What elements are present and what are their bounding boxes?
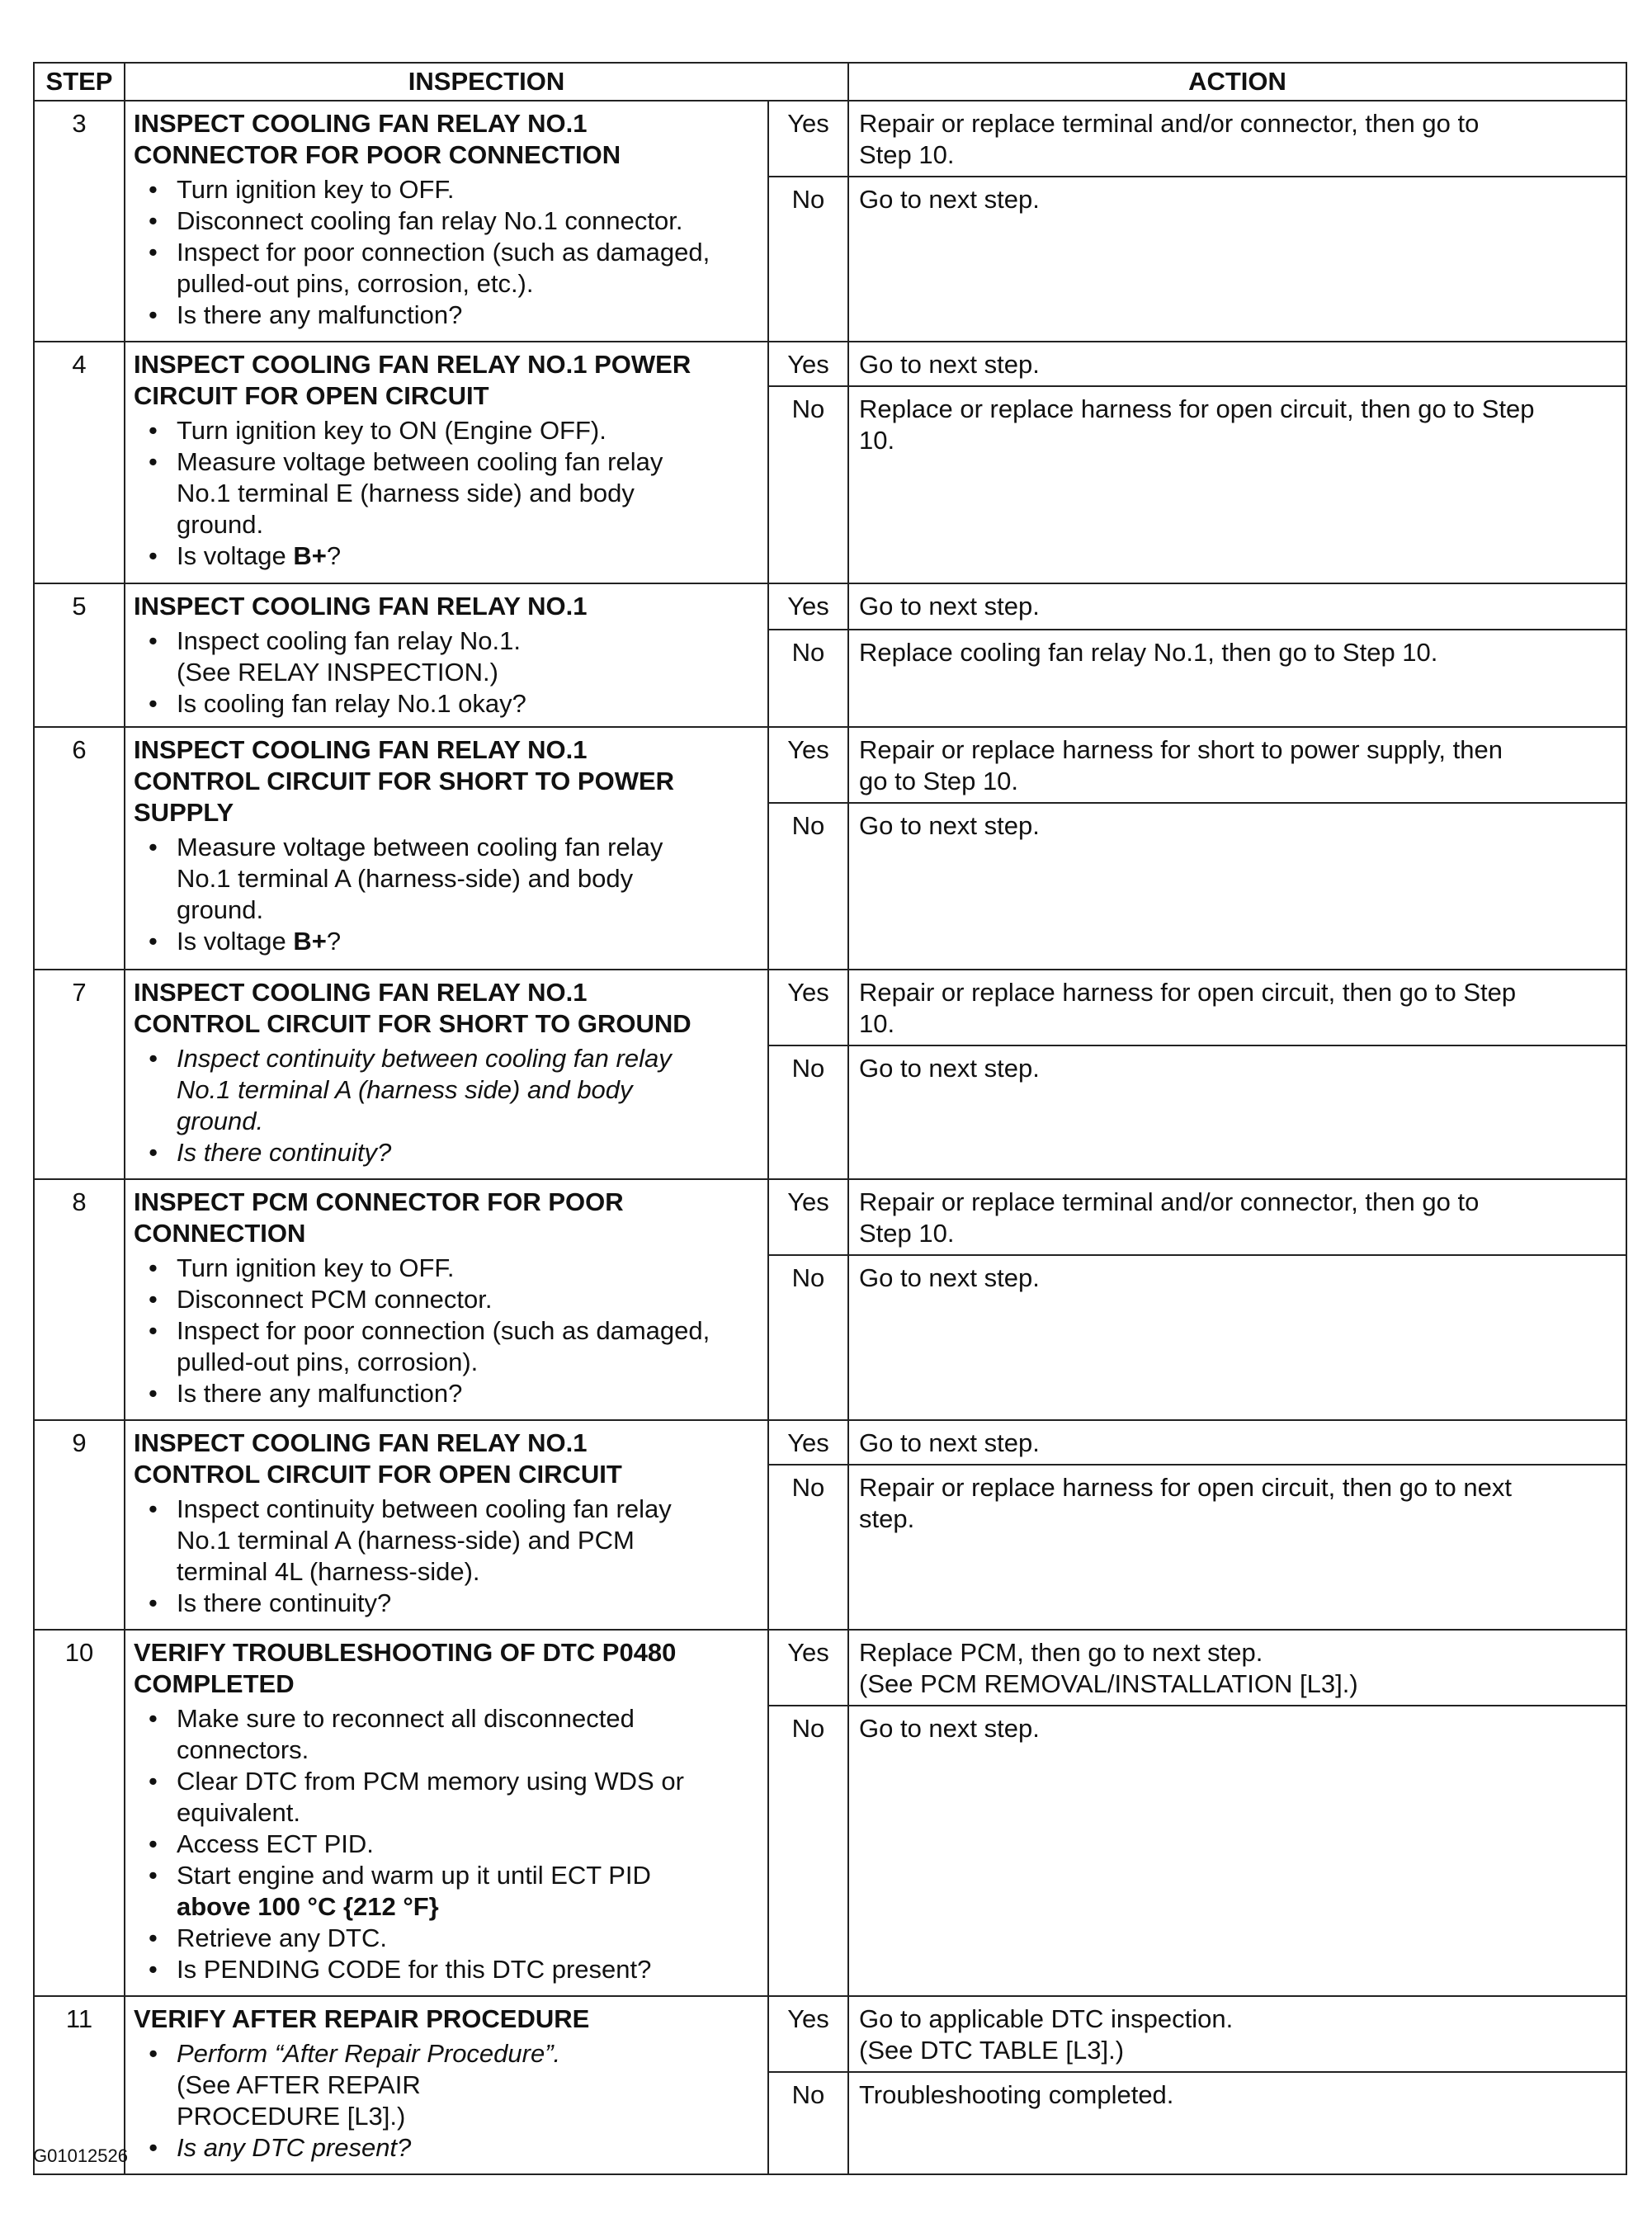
step-number: 8 [34,1179,125,1420]
step-number: 4 [34,342,125,583]
inspection-title: CONNECTOR FOR POOR CONNECTION [134,140,621,169]
no-action: Troubleshooting completed. [848,2072,1626,2174]
bullet-item: • Access ECT PID. [134,1829,759,1860]
inspection-title: VERIFY TROUBLESHOOTING OF DTC P0480 [134,1638,677,1667]
table-row-step-3 [34,101,1626,177]
inspection-bullet-list [134,832,759,957]
yes-action: Repair or replace terminal and/or connector, then go to Step 10. [848,1179,1626,1255]
bullet-item: • Is voltage B+? [134,926,759,957]
step-number: 3 [34,101,125,342]
yes-label: Yes [768,1420,848,1465]
yes-label: Yes [768,970,848,1045]
step-number: 5 [34,583,125,727]
bullet-item: • Inspect for poor connection (such as damaged, pulled-out pins, corrosion). [134,1315,759,1378]
inspection-title: INSPECT COOLING FAN RELAY NO.1 [134,1428,588,1457]
yes-action: Repair or replace harness for short to power supply, then go to Step 10. [848,727,1626,803]
inspection-bullet-list [134,1043,759,1168]
no-action: Go to next step. [848,1045,1626,1179]
table-row-step-9 [34,1420,1626,1465]
header-inspection: INSPECTION [125,63,848,101]
table-row-step-11 [34,1996,1626,2072]
no-action: Replace or replace harness for open circuit, then go to Step 10. [848,386,1626,583]
no-label: No [768,1045,848,1179]
bullet-item: • Is there any malfunction? [134,300,759,331]
bullet-item: • Measure voltage between cooling fan relay No.1 terminal A (harness-side) and body ground. [134,832,759,926]
header-step: STEP [34,63,125,101]
troubleshooting-table [33,62,1627,2175]
no-action: Go to next step. [848,1255,1626,1420]
no-label: No [768,177,848,342]
no-label: No [768,386,848,583]
bullet-item: • Inspect continuity between cooling fan relay No.1 terminal A (harness-side) and PCM terminal 4L (harness-side). [134,1494,759,1588]
inspection-title: VERIFY AFTER REPAIR PROCEDURE [134,2004,590,2033]
bullet-item: • Turn ignition key to ON (Engine OFF). [134,415,759,446]
no-label: No [768,2072,848,2174]
no-label: No [768,1465,848,1630]
step-number: 9 [34,1420,125,1630]
bullet-item: • Turn ignition key to OFF. [134,174,759,205]
no-label: No [768,1706,848,1996]
bullet-item: • Is there continuity? [134,1137,759,1168]
table-row-step-6 [34,727,1626,803]
inspection-title: INSPECT COOLING FAN RELAY NO.1 POWER [134,350,691,379]
no-label: No [768,630,848,727]
bullet-item: • Make sure to reconnect all disconnected connectors. [134,1703,759,1766]
inspection-bullet-list [134,2038,759,2164]
inspection-cell [125,970,768,1179]
bullet-item: • Perform “After Repair Procedure”. (See AFTER REPAIR PROCEDURE [L3].) [134,2038,759,2132]
table-row-step-4 [34,342,1626,386]
inspection-title: CONTROL CIRCUIT FOR OPEN CIRCUIT [134,1460,622,1489]
inspection-bullet-list [134,625,759,720]
yes-label: Yes [768,583,848,630]
inspection-bullet-list [134,1703,759,1985]
inspection-bullet-list [134,1494,759,1619]
bullet-item: • Is voltage B+? [134,540,759,572]
inspection-title: CIRCUIT FOR OPEN CIRCUIT [134,381,489,410]
no-action: Replace cooling fan relay No.1, then go to Step 10. [848,630,1626,727]
yes-action: Repair or replace terminal and/or connector, then go to Step 10. [848,101,1626,177]
bullet-item: • Is cooling fan relay No.1 okay? [134,688,759,720]
yes-action: Go to next step. [848,1420,1626,1465]
figure-code: G01012526 [33,2145,128,2166]
step-number: 11 [34,1996,125,2174]
table-row-step-8 [34,1179,1626,1255]
inspection-title: CONNECTION [134,1219,306,1248]
bullet-item: • Inspect for poor connection (such as damaged, pulled-out pins, corrosion, etc.). [134,237,759,300]
inspection-cell [125,101,768,342]
no-action: Go to next step. [848,1706,1626,1996]
yes-action: Repair or replace harness for open circuit, then go to Step 10. [848,970,1626,1045]
yes-label: Yes [768,1179,848,1255]
inspection-cell [125,1179,768,1420]
inspection-title: COMPLETED [134,1669,295,1698]
yes-label: Yes [768,342,848,386]
yes-label: Yes [768,1996,848,2072]
inspection-cell [125,727,768,970]
yes-action: Go to applicable DTC inspection. (See DTC TABLE [L3].) [848,1996,1626,2072]
yes-action: Go to next step. [848,583,1626,630]
step-number: 10 [34,1630,125,1996]
inspection-cell [125,1420,768,1630]
table-header-row [34,63,1626,101]
inspection-bullet-list [134,174,759,331]
inspection-cell [125,342,768,583]
bullet-item: • Is there continuity? [134,1588,759,1619]
table-row-step-10 [34,1630,1626,1706]
inspection-title: INSPECT COOLING FAN RELAY NO.1 [134,592,588,621]
table-row-step-7 [34,970,1626,1045]
yes-label: Yes [768,727,848,803]
inspection-cell [125,1996,768,2174]
inspection-title: INSPECT COOLING FAN RELAY NO.1 [134,109,588,138]
yes-label: Yes [768,1630,848,1706]
inspection-bullet-list [134,1253,759,1409]
inspection-title: INSPECT PCM CONNECTOR FOR POOR [134,1187,624,1216]
inspection-cell [125,583,768,727]
inspection-cell [125,1630,768,1996]
inspection-title: INSPECT COOLING FAN RELAY NO.1 [134,978,588,1007]
bullet-item: • Disconnect cooling fan relay No.1 connector. [134,205,759,237]
yes-action: Replace PCM, then go to next step. (See PCM REMOVAL/INSTALLATION [L3].) [848,1630,1626,1706]
inspection-bullet-list [134,415,759,572]
step-number: 7 [34,970,125,1179]
inspection-title: SUPPLY [134,798,234,827]
inspection-title: CONTROL CIRCUIT FOR SHORT TO GROUND [134,1009,691,1038]
inspection-title: CONTROL CIRCUIT FOR SHORT TO POWER [134,767,675,795]
bullet-item: • Is any DTC present? [134,2132,759,2164]
bullet-item: • Is PENDING CODE for this DTC present? [134,1954,759,1985]
inspection-title: INSPECT COOLING FAN RELAY NO.1 [134,735,588,764]
table-row-step-5 [34,583,1626,630]
bullet-item: • Retrieve any DTC. [134,1923,759,1954]
bullet-item: • Measure voltage between cooling fan relay No.1 terminal E (harness side) and body ground. [134,446,759,540]
no-action: Go to next step. [848,803,1626,970]
yes-action: Go to next step. [848,342,1626,386]
no-label: No [768,1255,848,1420]
no-label: No [768,803,848,970]
header-action: ACTION [848,63,1626,101]
bullet-item: • Disconnect PCM connector. [134,1284,759,1315]
bullet-item: • Inspect cooling fan relay No.1. (See RELAY INSPECTION.) [134,625,759,688]
yes-label: Yes [768,101,848,177]
no-action: Repair or replace harness for open circuit, then go to next step. [848,1465,1626,1630]
step-number: 6 [34,727,125,970]
bullet-item: • Inspect continuity between cooling fan relay No.1 terminal A (harness side) and body ground. [134,1043,759,1137]
no-action: Go to next step. [848,177,1626,342]
bullet-item: • Clear DTC from PCM memory using WDS or equivalent. [134,1766,759,1829]
bullet-item: • Is there any malfunction? [134,1378,759,1409]
bullet-item: • Turn ignition key to OFF. [134,1253,759,1284]
bullet-item: • Start engine and warm up it until ECT PID above 100 °C {212 °F} [134,1860,759,1923]
